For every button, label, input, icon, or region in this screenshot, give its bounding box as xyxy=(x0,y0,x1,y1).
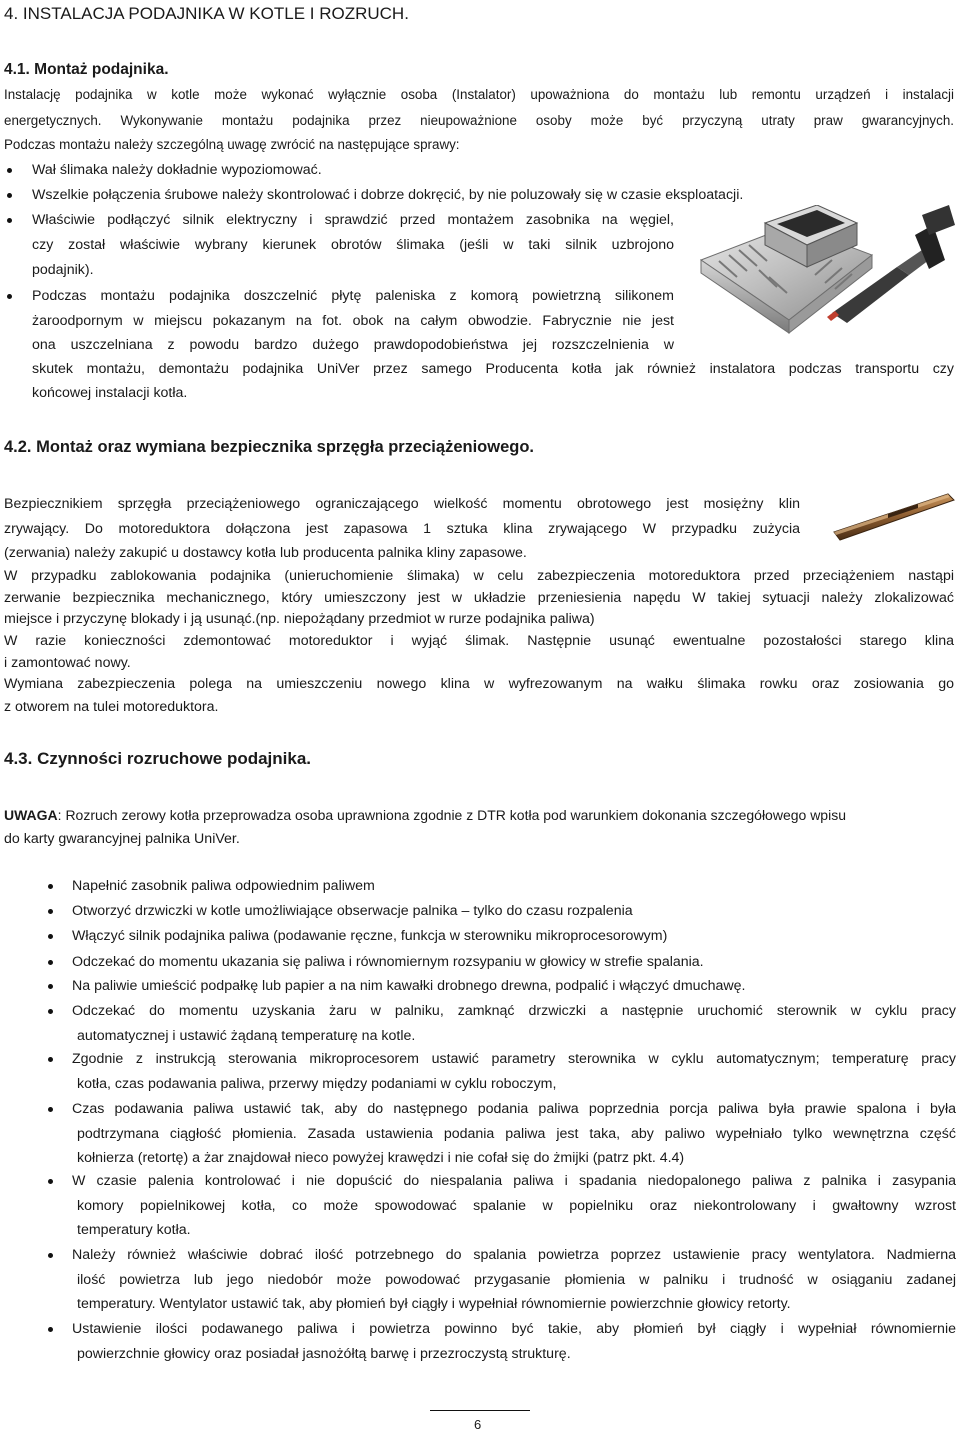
section-title: 4. INSTALACJA PODAJNIKA W KOTLE I ROZRUCH. xyxy=(4,4,409,23)
warning-paragraph xyxy=(4,806,954,824)
list-item-line: powierzchnie głowicy oraz posiadał jasnożółtą barwę i przezroczystą strukturę. xyxy=(77,1345,571,1362)
warning-label: UWAGA xyxy=(4,807,58,823)
list-item: Właściwie podłączyć silnik elektryczny i sprawdzić przed montażem zasobnika na węgiel, xyxy=(32,212,674,228)
paragraph-line: (zerwania) należy zakupić u dostawcy kotła lub producenta palnika kliny zapasowe. xyxy=(4,545,527,561)
bullet-icon xyxy=(48,884,53,889)
subsection-title-4-1: 4.1. Montaż podajnika. xyxy=(4,61,169,78)
burner-plate-photo xyxy=(697,205,957,345)
paragraph-line: miejsce i przyczynę blokady i ją usunąć.(np. niepożądany przedmiot w rurze podajnika paliwa) xyxy=(4,611,595,627)
list-item-line: Napełnić zasobnik paliwa odpowiednim paliwem xyxy=(72,878,375,894)
list-item-line: komory popielnikowej kotła, co może spowodować spalanie w popielniku oraz niekontrolowany i gwałtowny wzrost xyxy=(77,1197,956,1214)
bullet-icon xyxy=(7,294,12,299)
list-item-line: kołnierza (retortę) a żar znajdował nieco powyżej krawędzi i nie cofał się do żmijki (patrz pkt. 4.4) xyxy=(77,1150,685,1166)
paragraph-line: W razie konieczności zdemontować motoreduktor i wyjąć ślimak. Następnie usunąć ewentualne pozostałości starego klina xyxy=(4,633,954,649)
page-number: 6 xyxy=(474,1417,482,1432)
subsection-title-4-2: 4.2. Montaż oraz wymiana bezpiecznika sprzęgła przeciążeniowego. xyxy=(4,438,534,456)
list-item-line: Zgodnie z instrukcją sterowania mikroprocesorem ustawić parametry sterownika w cyklu automatycznym; temperaturę pracy xyxy=(72,1051,956,1067)
bullet-icon xyxy=(48,1057,53,1062)
list-item-line: automatycznej i ustawić żądaną temperaturę na kotle. xyxy=(77,1027,416,1044)
list-item-line: Otworzyć drzwiczki w kotle umożliwiające obserwacje palnika – tylko do czasu rozpalenia xyxy=(72,903,633,919)
list-item-line: W czasie palenia kontrolować i nie dopuścić do niespalania paliwa i spadania niedopalonego paliwa z palnika i zasypania xyxy=(72,1173,956,1189)
list-item-line: temperatury. Wentylator ustawić tak, aby płomień był ciągły i wypełniał równomiernie powierzchnie głowicy retorty. xyxy=(77,1296,791,1312)
list-item: ona uszczelniana z powodu bardzo dużego prawdopodobieństwa jej rozszczelnienia w xyxy=(32,337,674,353)
list-item: żaroodpornym w miejscu pokazanym na fot. obok na całym obwodzie. Fabrycznie nie jest xyxy=(32,313,674,329)
paragraph-line: z otworem na tulei motoreduktora. xyxy=(4,699,219,715)
list-item: Podczas montażu podajnika doszczelnić płytę paleniska z komorą powietrzną silikonem xyxy=(32,288,674,304)
bullet-icon xyxy=(48,960,53,965)
list-item-line: podtrzymana ciągłość płomienia. Zasada ustawienia podania paliwa jest taka, aby paliwo wypełniało tylko wewnętrzna część xyxy=(77,1125,956,1142)
subsection-title-4-3: 4.3. Czynności rozruchowe podajnika. xyxy=(4,749,312,768)
list-item-line: Włączyć silnik podajnika paliwa (podawanie ręczne, funkcja w sterowniku mikroprocesorowym) xyxy=(72,928,668,944)
warning-paragraph-line: do karty gwarancyjnej palnika UniVer. xyxy=(4,831,240,847)
list-item-line: Odczekać do momentu uzyskania żaru w palniku, zamknąć drzwiczki a następnie uruchomić sterownik w cyklu pracy xyxy=(72,1003,956,1019)
list-item-line: Należy również właściwie dobrać ilość potrzebnego do spalania powietrza poprzez ustawienie pracy wentylatora. Nadmierna xyxy=(72,1247,956,1263)
bullet-icon xyxy=(48,909,53,914)
bullet-icon xyxy=(48,1107,53,1112)
list-item: podajnik). xyxy=(32,262,94,278)
bullet-icon xyxy=(48,984,53,989)
list-item-line: temperatury kotła. xyxy=(77,1222,191,1238)
list-item-line: ilość powietrza lub jego niedobór może powodować przygasanie płomienia w palniku i trudność w osiąganiu zadanej xyxy=(77,1271,956,1288)
bullet-icon xyxy=(7,218,12,223)
list-item: Wał ślimaka należy dokładnie wypoziomować. xyxy=(32,162,322,178)
footer-divider xyxy=(430,1410,530,1411)
bullet-icon xyxy=(7,168,12,173)
paragraph-line: Instalację podajnika w kotle może wykonać wyłącznie osoba (Instalator) upoważniona do montażu lub remontu urządzeń i instalacji xyxy=(4,87,954,102)
list-item: skutek montażu, demontażu podajnika UniVer przez samego Producenta kotła jak również instalatora podczas transportu czy xyxy=(32,361,954,377)
paragraph-line: Bezpiecznikiem sprzęgła przeciążeniowego ograniczającego wielkość momentu obrotowego jest mosiężny klin xyxy=(4,496,800,512)
paragraph-line: i zamontować nowy. xyxy=(4,655,131,671)
paragraph-line: Wymiana zabezpieczenia polega na umieszczeniu nowego klina w wyfrezowanym na wałku ślimaka rowku oraz zosiowania go xyxy=(4,676,954,692)
list-item: czy został właściwie wybrany kierunek obrotów ślimaka (jeśli w taki silnik uzbrojono xyxy=(32,237,674,253)
brass-key-photo xyxy=(830,488,958,544)
list-item-line: Na paliwie umieścić podpałkę lub papier a na nim kawałki drobnego drewna, podpalić i włączyć dmuchawę. xyxy=(72,978,746,994)
list-item-line: kotła, czas podawania paliwa, przerwy między podaniami w cyklu roboczym, xyxy=(77,1075,557,1092)
paragraph-line: Podczas montażu należy szczególną uwagę zwrócić na następujące sprawy: xyxy=(4,137,460,152)
bullet-icon xyxy=(7,193,12,198)
list-item-line: Ustawienie ilości podawanego paliwa i powietrza powinno być takie, aby płomień był ciągły i wypełniał równomiernie xyxy=(72,1321,956,1337)
warning-text: : Rozruch zerowy kotła przeprowadza osoba uprawniona zgodnie z DTR kotła pod warunkiem dokonania szczegółowego wpisu xyxy=(57,807,846,823)
bullet-icon xyxy=(48,934,53,939)
bullet-icon xyxy=(48,1253,53,1258)
list-item-line: Czas podawania paliwa ustawić tak, aby do następnego podania paliwa poprzednia porcja paliwa była prawie spalona i była xyxy=(72,1101,956,1117)
list-item: Wszelkie połączenia śrubowe należy skontrolować i dobrze dokręcić, by nie poluzowały się w czasie eksploatacji. xyxy=(32,187,744,203)
paragraph-line: zrywający. Do motoreduktora dołączona jest zapasowa 1 sztuka klina zrywającego W przypadku zużycia xyxy=(4,521,800,537)
list-item-line: Odczekać do momentu ukazania się paliwa i równomiernym rozsypaniu w głowicy w strefie spalania. xyxy=(72,954,704,970)
bullet-icon xyxy=(48,1327,53,1332)
bullet-icon xyxy=(48,1009,53,1014)
paragraph-line: energetycznych. Wykonywanie montażu podajnika przez nieupoważnione osoby może być przyczyną utraty praw gwarancyjnych. xyxy=(4,113,954,128)
paragraph-line: zerwanie bezpiecznika mechanicznego, który umieszczony jest w układzie przeniesienia napędu W takiej sytuacji należy zlokalizować xyxy=(4,590,954,606)
paragraph-line: W przypadku zablokowania podajnika (unieruchomienie ślimaka) w celu zabezpieczenia motoreduktora przed przeciążeniem nastąpi xyxy=(4,568,954,584)
list-item: końcowej instalacji kotła. xyxy=(32,385,188,401)
bullet-icon xyxy=(48,1179,53,1184)
